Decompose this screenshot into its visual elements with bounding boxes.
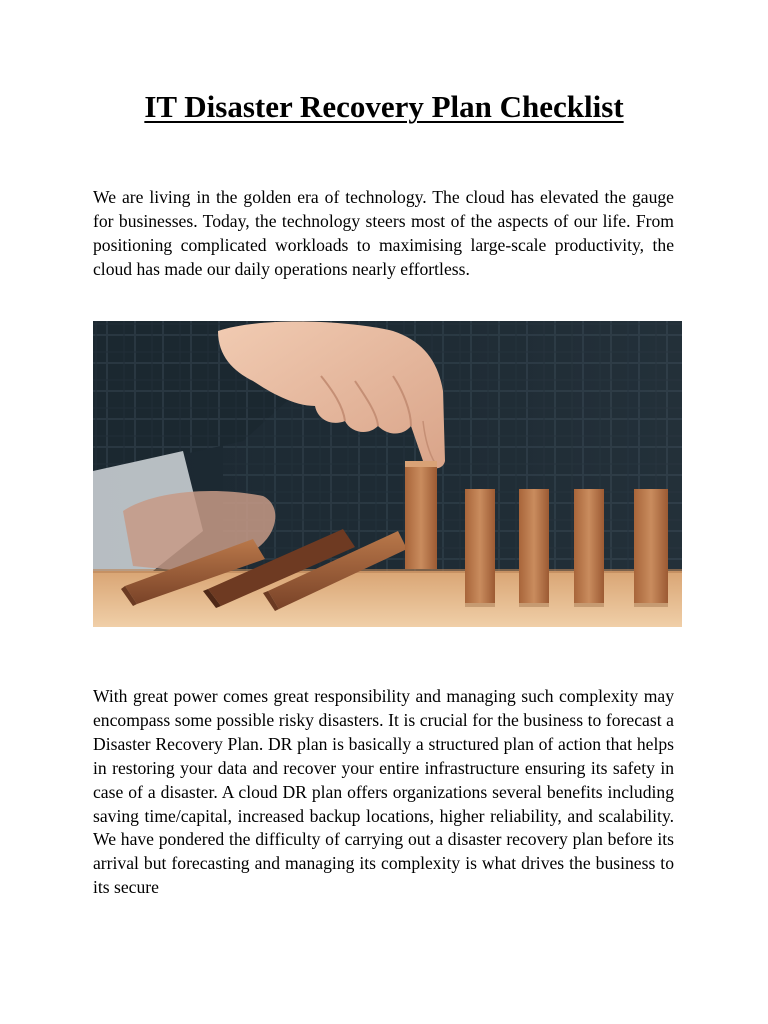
body-paragraph: With great power comes great responsibility and managing such complexity may encompass some possible risky disasters. It is crucial for the business to forecast a Disaster Recovery Plan. DR plan is basically a structured plan of action that helps in restoring your data and recover your entire infrastructure ensuring its safety in case of a disaster. A cloud DR plan offers organizations several benefits including saving time/capital, increased backup locations, higher reliability, and scalability. We have pondered the difficulty of carrying out a disaster recovery plan before its arrival but forecasting and managing its complexity is what drives the business to its secure: [93, 686, 674, 898]
dominoes-hand-photo: [93, 321, 682, 627]
document-title: IT Disaster Recovery Plan Checklist: [144, 89, 624, 124]
intro-paragraph: We are living in the golden era of technology. The cloud has elevated the gauge for businesses. Today, the technology steers most of the aspects of our life. From positioning complicated workloads to maximising large-scale productivity, the cloud has made our daily operations nearly effortless.: [93, 187, 674, 279]
